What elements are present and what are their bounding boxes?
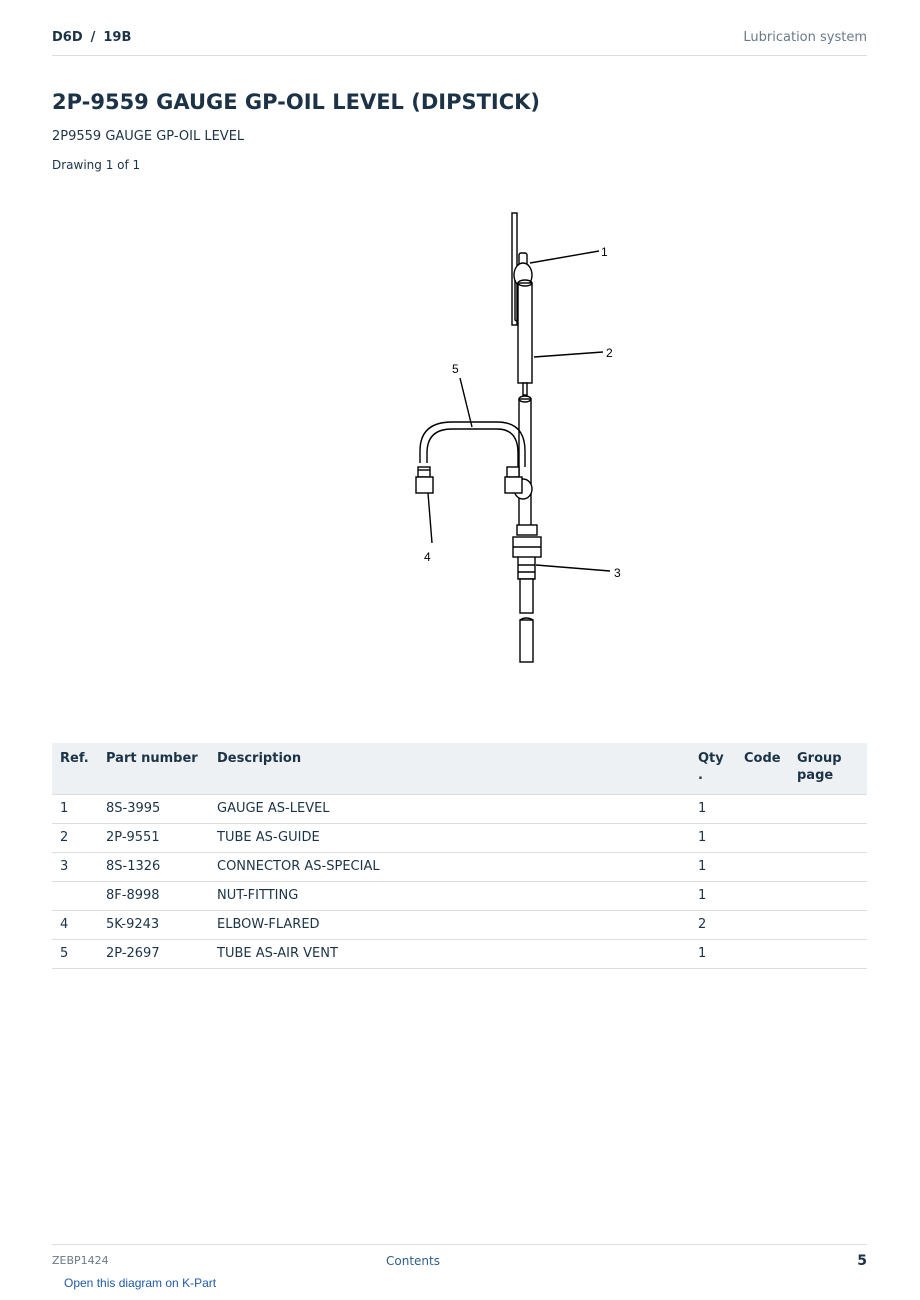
cell-ref: 5: [52, 940, 98, 969]
cell-code: [736, 853, 789, 882]
cell-part-number: 8S-3995: [98, 795, 209, 824]
page-number: 5: [857, 1253, 867, 1269]
cell-code: [736, 824, 789, 853]
cell-group-page: [789, 824, 867, 853]
cell-description: TUBE AS-GUIDE: [209, 824, 690, 853]
cell-qty: 2: [690, 911, 736, 940]
breadcrumb: [52, 30, 131, 45]
parts-table-header-row: [52, 743, 867, 795]
breadcrumb-model: D6D: [52, 30, 83, 45]
table-row: [52, 911, 867, 940]
parts-diagram: [52, 195, 867, 715]
callout-4: 4: [424, 550, 431, 564]
cell-description: ELBOW-FLARED: [209, 911, 690, 940]
table-row: [52, 795, 867, 824]
callout-1: 1: [601, 245, 608, 259]
drawing-count: Drawing 1 of 1: [52, 158, 141, 172]
document-code: ZEBP1424: [52, 1254, 109, 1267]
cell-code: [736, 882, 789, 911]
cell-description: CONNECTOR AS-SPECIAL: [209, 853, 690, 882]
col-header-qty: Qty .: [690, 743, 736, 795]
cell-part-number: 2P-2697: [98, 940, 209, 969]
table-row: [52, 882, 867, 911]
table-row: [52, 940, 867, 969]
cell-description: TUBE AS-AIR VENT: [209, 940, 690, 969]
cell-description: GAUGE AS-LEVEL: [209, 795, 690, 824]
col-header-part-number: Part number: [98, 743, 209, 795]
cell-code: [736, 911, 789, 940]
callout-2: 2: [606, 346, 613, 360]
diagram-lines: [416, 213, 610, 662]
page-title: 2P-9559 GAUGE GP-OIL LEVEL (DIPSTICK): [52, 90, 541, 114]
cell-part-number: 2P-9551: [98, 824, 209, 853]
cell-group-page: [789, 882, 867, 911]
cell-group-page: [789, 795, 867, 824]
cell-group-page: [789, 853, 867, 882]
cell-description: NUT-FITTING: [209, 882, 690, 911]
contents-link[interactable]: Contents: [386, 1254, 440, 1268]
col-header-group-page: Group page: [789, 743, 867, 795]
cell-group-page: [789, 940, 867, 969]
col-header-ref: Ref.: [52, 743, 98, 795]
cell-ref: 4: [52, 911, 98, 940]
dipstick-drawing: [52, 195, 867, 715]
cell-ref: 3: [52, 853, 98, 882]
callout-5: 5: [452, 362, 459, 376]
page-subtitle: 2P9559 GAUGE GP-OIL LEVEL: [52, 129, 245, 144]
cell-qty: 1: [690, 940, 736, 969]
cell-code: [736, 940, 789, 969]
cell-qty: 1: [690, 824, 736, 853]
cell-qty: 1: [690, 853, 736, 882]
table-row: [52, 824, 867, 853]
cell-group-page: [789, 911, 867, 940]
breadcrumb-serial-prefix: 19B: [103, 30, 132, 45]
table-row: [52, 853, 867, 882]
cell-part-number: 5K-9243: [98, 911, 209, 940]
parts-table: [52, 743, 867, 969]
cell-part-number: 8F-8998: [98, 882, 209, 911]
cell-ref: [52, 882, 98, 911]
open-in-kpart-link[interactable]: Open this diagram on K-Part: [64, 1276, 217, 1290]
col-header-description: Description: [209, 743, 690, 795]
cell-qty: 1: [690, 882, 736, 911]
cell-part-number: 8S-1326: [98, 853, 209, 882]
page-header: [52, 28, 867, 56]
col-header-code: Code: [736, 743, 789, 795]
page-footer: [52, 1244, 867, 1275]
cell-ref: 1: [52, 795, 98, 824]
cell-ref: 2: [52, 824, 98, 853]
cell-qty: 1: [690, 795, 736, 824]
cell-code: [736, 795, 789, 824]
section-name: Lubrication system: [743, 30, 867, 45]
callout-3: 3: [614, 566, 621, 580]
breadcrumb-separator: /: [90, 30, 96, 45]
